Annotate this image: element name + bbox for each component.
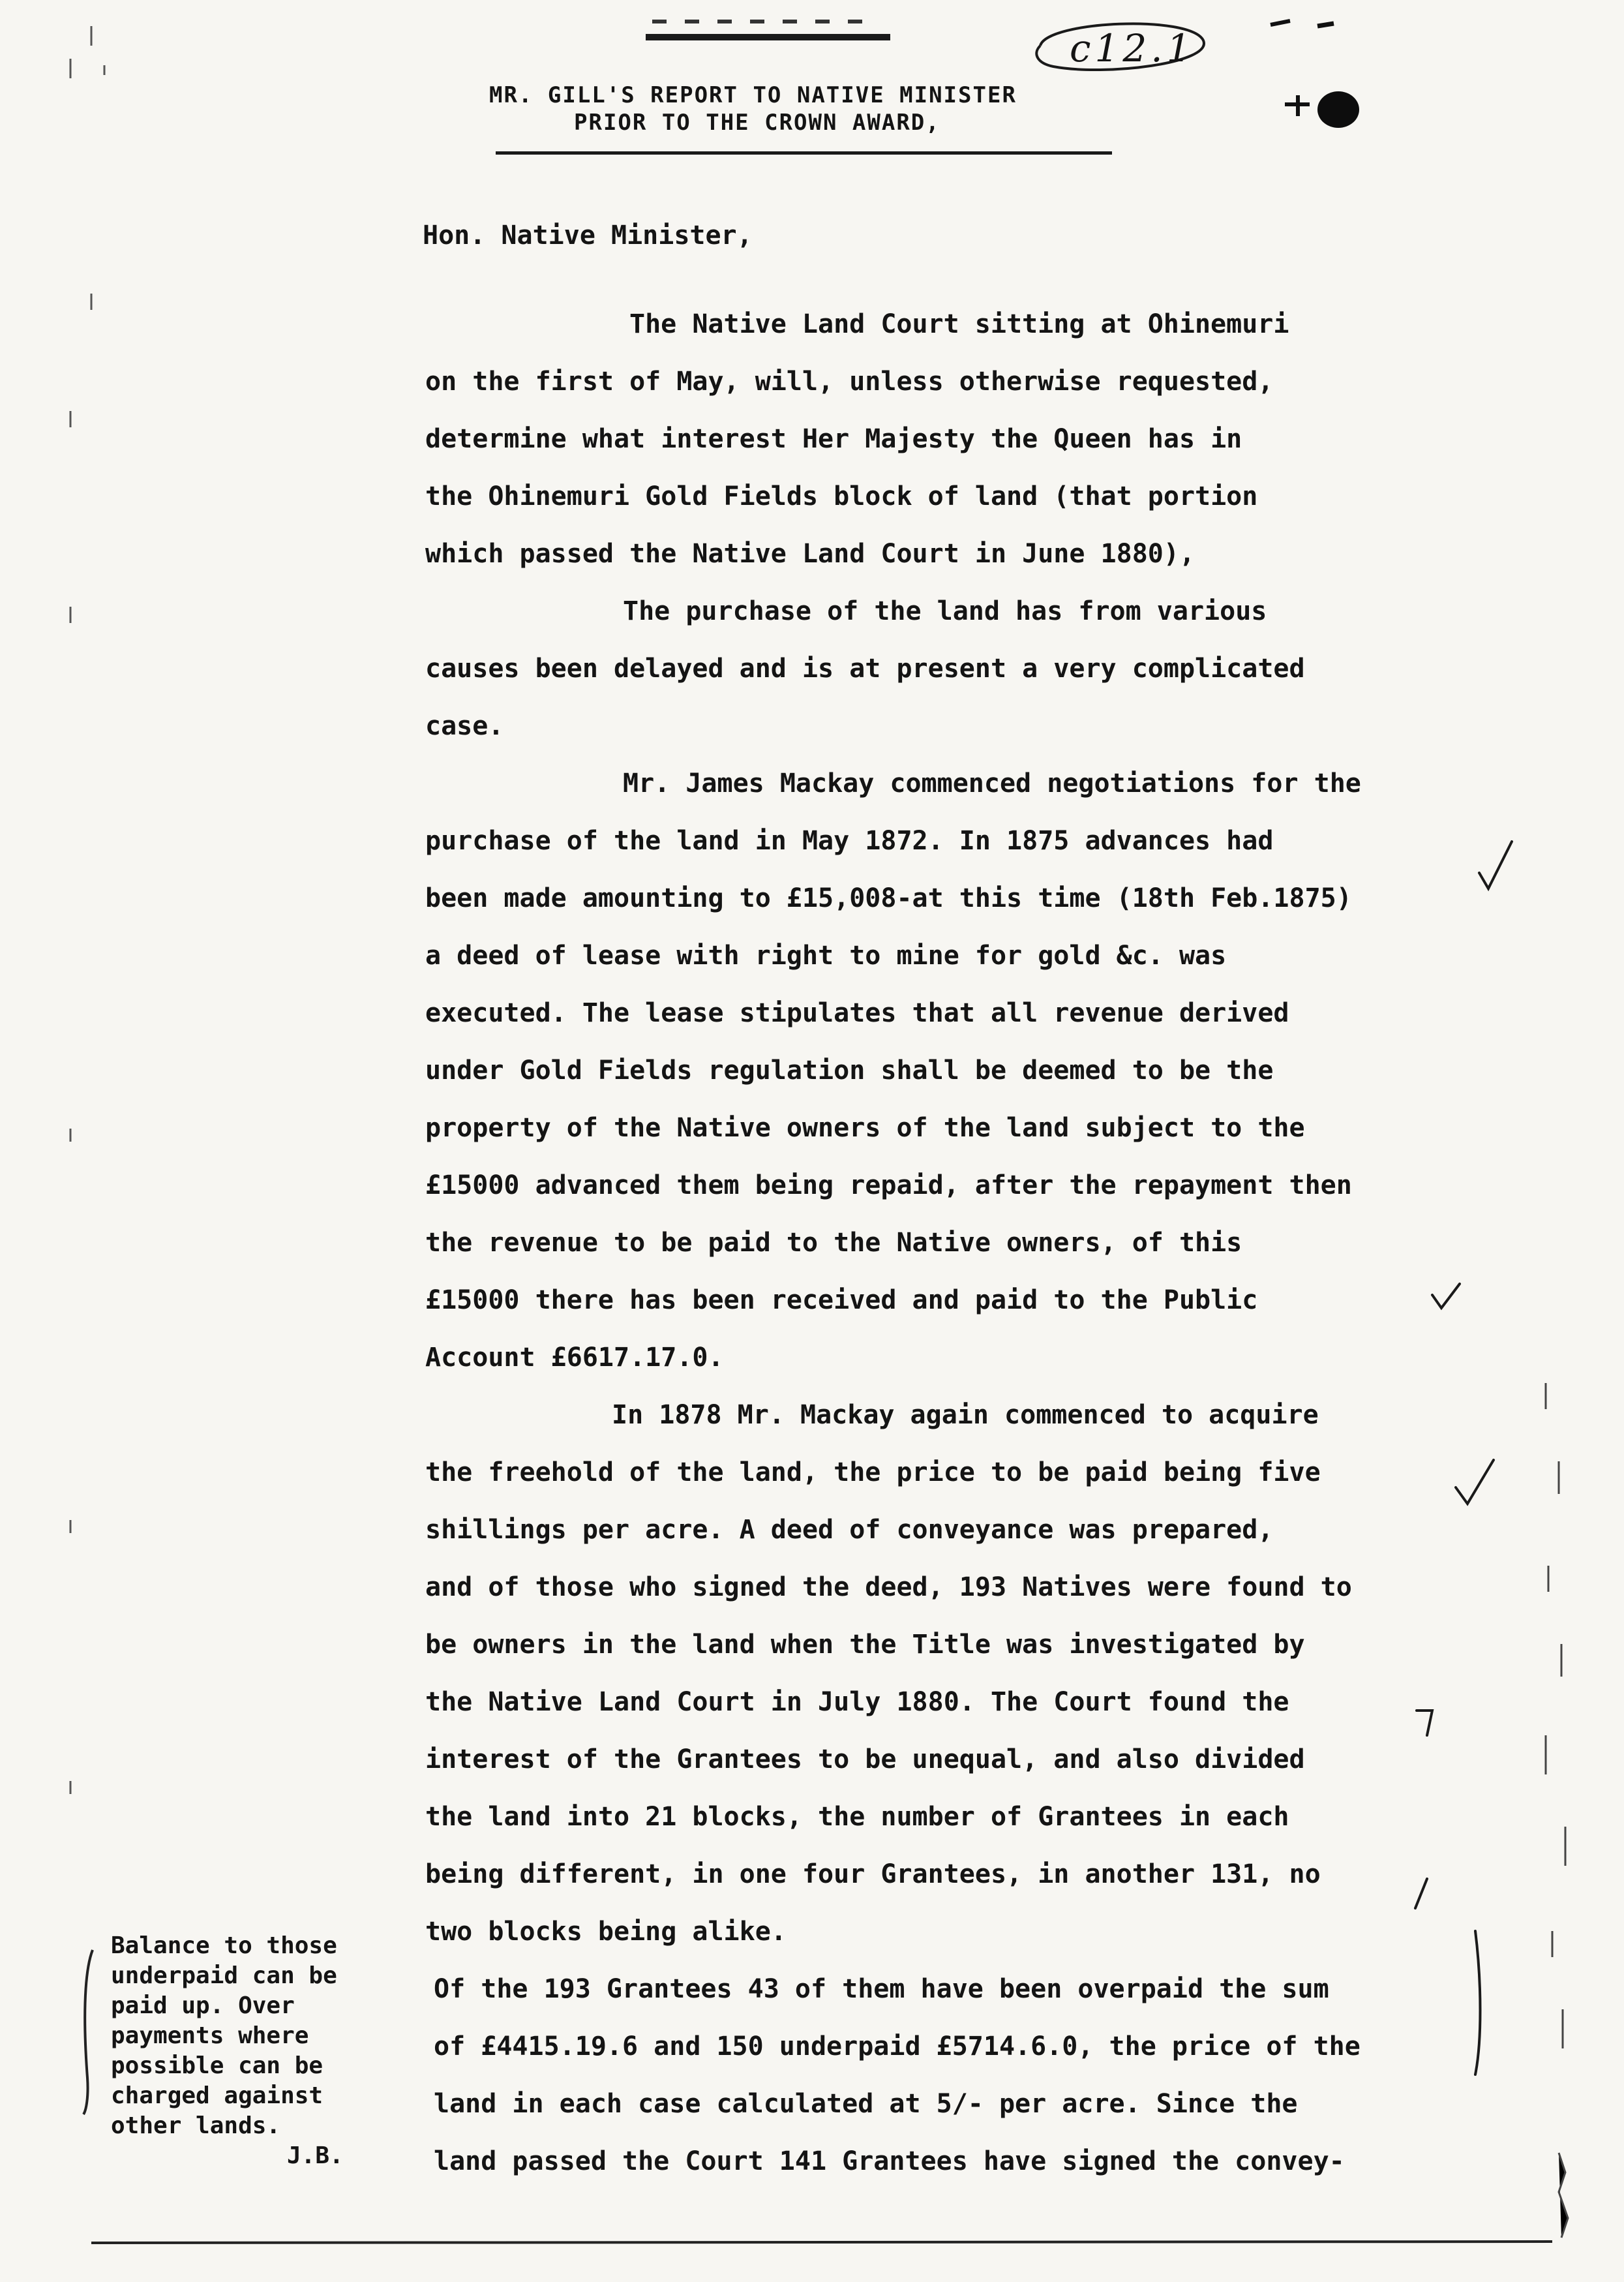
check-mark-icon bbox=[1479, 842, 1512, 889]
margin-note-line: possible can be bbox=[111, 2052, 323, 2079]
body-line: Account £6617.17.0. bbox=[425, 1343, 724, 1373]
reference-number: c12.1 bbox=[1070, 26, 1195, 70]
body-line: land passed the Court 141 Grantees have signed the convey- bbox=[434, 2146, 1345, 2176]
title-line-1: MR. GILL'S REPORT TO NATIVE MINISTER bbox=[489, 82, 1017, 108]
body-line: £15000 advanced them being repaid, after the repayment then bbox=[425, 1170, 1352, 1200]
margin-note-line: charged against bbox=[111, 2082, 323, 2109]
body-line: executed. The lease stipulates that all revenue derived bbox=[425, 998, 1289, 1028]
body-line: a deed of lease with right to mine for gold &c. was bbox=[425, 941, 1227, 971]
body-line: be owners in the land when the Title was investigated by bbox=[425, 1630, 1305, 1660]
margin-note-initials: J.B. bbox=[287, 2142, 344, 2169]
check-mark-icon bbox=[1432, 1284, 1460, 1308]
margin-note-line: underpaid can be bbox=[111, 1962, 337, 1989]
right-bracket-icon bbox=[1475, 1931, 1481, 2075]
body-line: shillings per acre. A deed of conveyance was prepared, bbox=[425, 1515, 1274, 1545]
body-line: case. bbox=[425, 711, 504, 741]
title-line-2: PRIOR TO THE CROWN AWARD, bbox=[574, 110, 940, 136]
body-line: being different, in one four Grantees, in another 131, no bbox=[425, 1859, 1321, 1889]
body-line: the revenue to be paid to the Native owners, of this bbox=[425, 1228, 1242, 1258]
body-line: causes been delayed and is at present a very complicated bbox=[425, 654, 1305, 684]
body-line: and of those who signed the deed, 193 Natives were found to bbox=[425, 1572, 1352, 1602]
body-line: the land into 21 blocks, the number of Grantees in each bbox=[425, 1802, 1289, 1832]
body-line: property of the Native owners of the land subject to the bbox=[425, 1113, 1305, 1143]
body-line: purchase of the land in May 1872. In 1875 advances had bbox=[425, 826, 1274, 856]
margin-note-line: paid up. Over bbox=[111, 1992, 295, 2019]
body-line: Of the 193 Grantees 43 of them have been overpaid the sum bbox=[434, 1974, 1329, 2004]
body-line: of £4415.19.6 and 150 underpaid £5714.6.0, the price of the bbox=[434, 2031, 1361, 2061]
body-line: under Gold Fields regulation shall be deemed to be the bbox=[425, 1056, 1274, 1086]
body-line: the Ohinemuri Gold Fields block of land (that portion bbox=[425, 481, 1258, 511]
left-margin-marks bbox=[65, 20, 117, 1977]
slash-mark-icon bbox=[1415, 1879, 1427, 1908]
margin-note-line: Balance to those bbox=[111, 1932, 337, 1959]
salutation: Hon. Native Minister, bbox=[423, 221, 753, 251]
body-line: been made amounting to £15,008-at this time (18th Feb.1875) bbox=[425, 883, 1352, 913]
body-line: the freehold of the land, the price to be paid being five bbox=[425, 1457, 1321, 1487]
body-line: interest of the Grantees to be unequal, and also divided bbox=[425, 1744, 1305, 1774]
body-line: determine what interest Her Majesty the Queen has in bbox=[425, 424, 1242, 454]
body-line: land in each case calculated at 5/- per acre. Since the bbox=[434, 2089, 1298, 2119]
margin-note-line: payments where bbox=[111, 2022, 309, 2049]
body-line: In 1878 Mr. Mackay again commenced to acquire bbox=[612, 1400, 1319, 1430]
body-line: The Native Land Court sitting at Ohinemuri bbox=[629, 309, 1289, 339]
right-edge-noise bbox=[1520, 1370, 1611, 2251]
bottom-rule bbox=[91, 2236, 1552, 2248]
body-line: £15000 there has been received and paid to the Public bbox=[425, 1285, 1258, 1315]
margin-note-line: other lands. bbox=[111, 2112, 281, 2139]
bracket-mark-icon bbox=[1417, 1711, 1432, 1735]
body-line: which passed the Native Land Court in June 1880), bbox=[425, 539, 1195, 569]
check-mark-icon bbox=[1456, 1460, 1494, 1504]
body-line: The purchase of the land has from various bbox=[623, 596, 1267, 626]
body-line: the Native Land Court in July 1880. The Court found the bbox=[425, 1687, 1289, 1717]
body-line: on the first of May, will, unless otherwise requested, bbox=[425, 367, 1274, 397]
body-line: Mr. James Mackay commenced negotiations for the bbox=[623, 768, 1361, 799]
body-line: two blocks being alike. bbox=[425, 1917, 787, 1947]
